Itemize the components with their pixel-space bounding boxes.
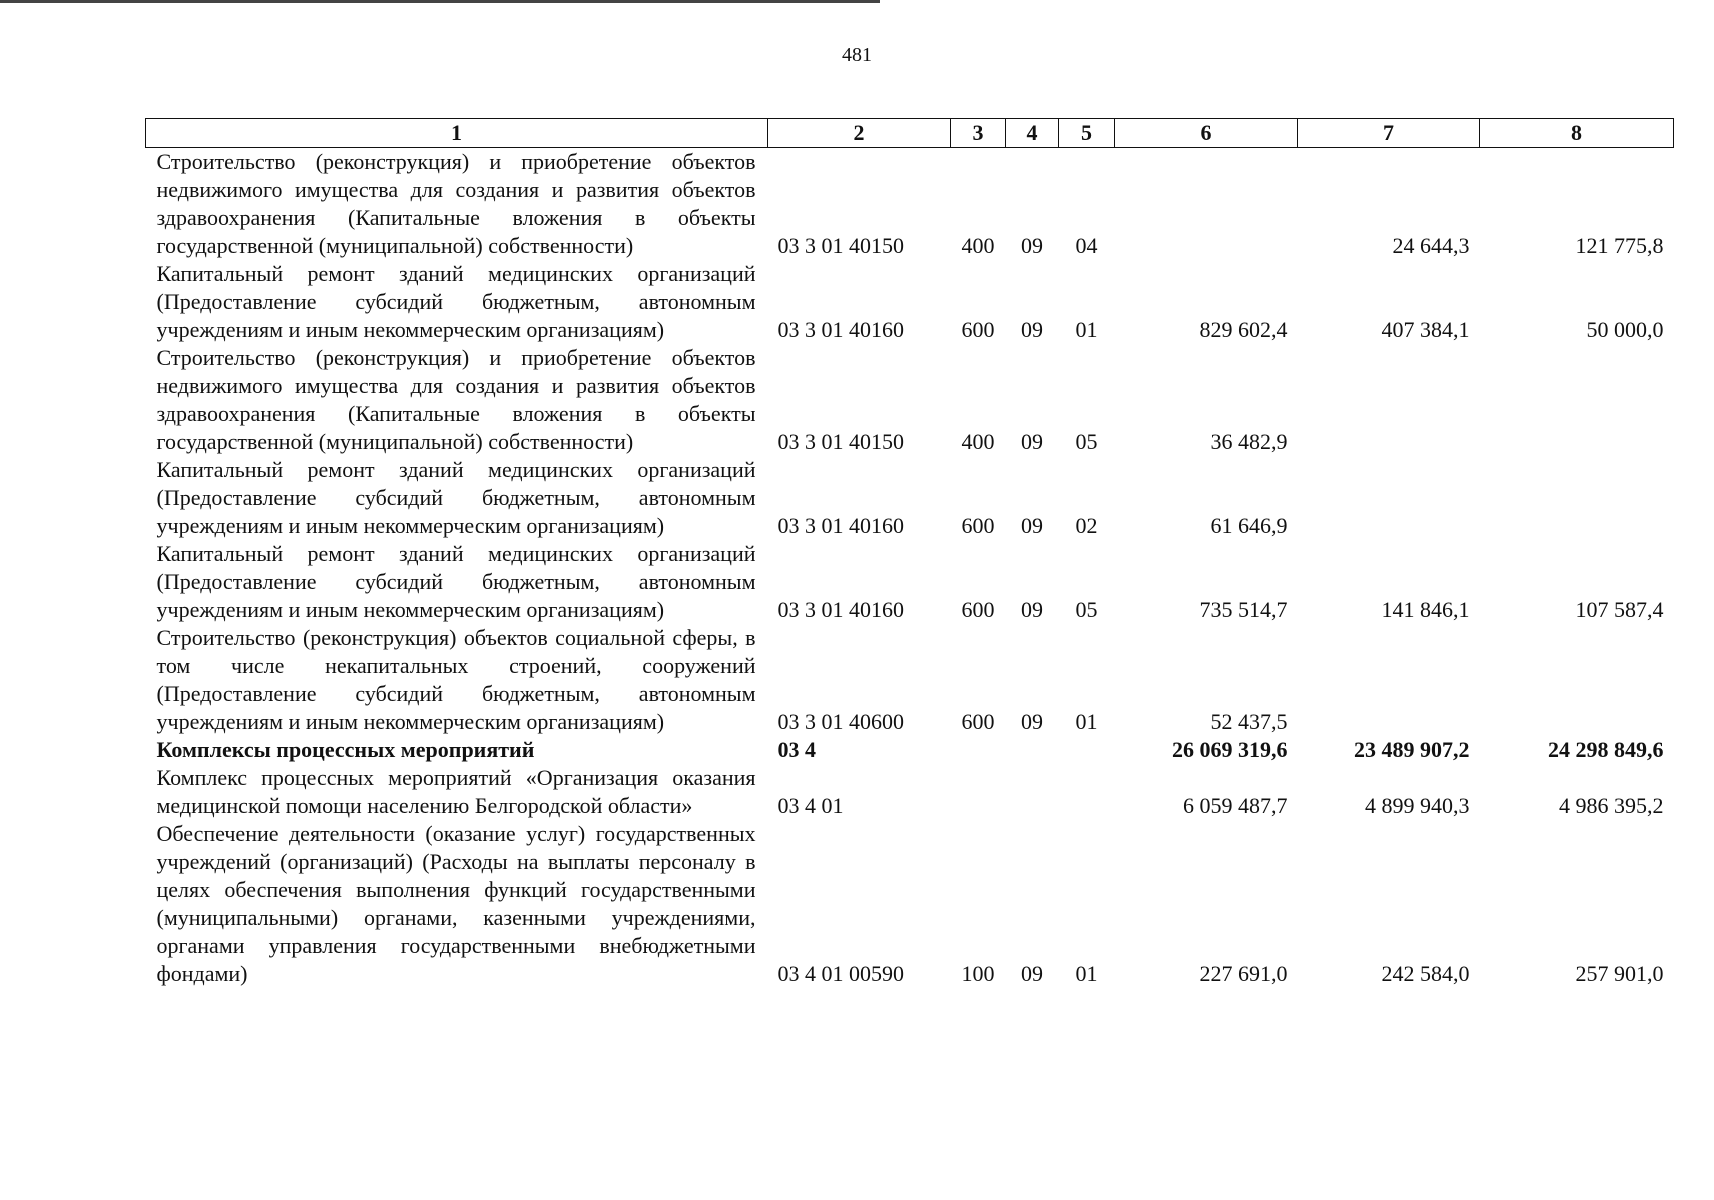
- expense-type-cell: 400: [961, 233, 995, 258]
- budget-code-cell: 03 3 01 40150: [777, 429, 904, 454]
- table-row: [146, 456, 1674, 540]
- budget-code-cell: 03 3 01 40160: [777, 513, 904, 538]
- subsection-cell: 01: [1075, 317, 1098, 342]
- row-name-cell: Комплекс процессных мероприятий «Организация оказания медицинской помощи населению Белгородской области»: [156, 765, 756, 818]
- amount-col8-cell: 257 901,0: [1575, 961, 1664, 986]
- budget-code-cell: 03 4: [777, 737, 816, 762]
- amount-col6-cell: 829 602,4: [1199, 317, 1288, 342]
- expense-type-cell: [951, 736, 1006, 764]
- amount-col8-cell: 4 986 395,2: [1559, 793, 1664, 818]
- subsection-cell: 01: [1075, 961, 1098, 986]
- amount-col8-cell: 24 298 849,6: [1548, 737, 1664, 762]
- table-header-row: [146, 119, 1674, 148]
- section-cell: 09: [1021, 597, 1043, 622]
- table-row: [146, 736, 1674, 764]
- row-name-cell: Капитальный ремонт зданий медицинских организаций (Предоставление субсидий бюджетным, автономным учреждениям и иным некоммерческим организациям): [156, 457, 756, 538]
- subsection-cell: 04: [1075, 233, 1098, 258]
- budget-code-cell: 03 3 01 40150: [777, 233, 904, 258]
- section-cell: 09: [1021, 961, 1043, 986]
- amount-col7-cell: 242 584,0: [1381, 961, 1470, 986]
- subsection-cell: 02: [1075, 513, 1098, 538]
- amount-col7-cell: 4 899 940,3: [1365, 793, 1470, 818]
- subsection-cell: [1059, 736, 1115, 764]
- expense-type-cell: 600: [961, 513, 995, 538]
- subsection-cell: 05: [1075, 597, 1098, 622]
- table-body: [146, 148, 1674, 989]
- expense-type-cell: 600: [961, 597, 995, 622]
- amount-col7-cell: 407 384,1: [1381, 317, 1470, 342]
- amount-col6-cell: 36 482,9: [1210, 429, 1288, 454]
- table-row: [146, 344, 1674, 456]
- amount-col6-cell: [1115, 148, 1298, 261]
- budget-table: [145, 118, 1674, 988]
- column-header: 3: [951, 119, 1006, 148]
- budget-code-cell: 03 4 01: [777, 793, 844, 818]
- section-cell: [1006, 764, 1059, 820]
- section-cell: 09: [1021, 317, 1043, 342]
- amount-col8-cell: [1480, 624, 1674, 736]
- row-name-cell: Комплексы процессных мероприятий: [156, 737, 535, 762]
- table-row: [146, 540, 1674, 624]
- column-header: 4: [1006, 119, 1059, 148]
- section-cell: 09: [1021, 429, 1043, 454]
- page-number: 481: [842, 44, 872, 66]
- budget-code-cell: 03 4 01 00590: [777, 961, 904, 986]
- column-header: 8: [1480, 119, 1674, 148]
- table-row: [146, 764, 1674, 820]
- section-cell: 09: [1021, 513, 1043, 538]
- expense-type-cell: 100: [961, 961, 995, 986]
- budget-code-cell: 03 3 01 40600: [777, 709, 904, 734]
- amount-col7-cell: [1298, 344, 1480, 456]
- subsection-cell: 05: [1075, 429, 1098, 454]
- table-row: [146, 820, 1674, 988]
- row-name-cell: Капитальный ремонт зданий медицинских организаций (Предоставление субсидий бюджетным, автономным учреждениям и иным некоммерческим организациям): [156, 541, 756, 622]
- column-header: 6: [1115, 119, 1298, 148]
- expense-type-cell: 600: [961, 317, 995, 342]
- amount-col6-cell: 6 059 487,7: [1183, 793, 1288, 818]
- row-name-cell: Капитальный ремонт зданий медицинских организаций (Предоставление субсидий бюджетным, автономным учреждениям и иным некоммерческим организациям): [156, 261, 756, 342]
- amount-col6-cell: 227 691,0: [1199, 961, 1288, 986]
- column-header: 1: [146, 119, 768, 148]
- section-cell: 09: [1021, 709, 1043, 734]
- row-name-cell: Строительство (реконструкция) и приобретение объектов недвижимого имущества для создания и развития объектов здравоохранения (Капитальные вложения в объекты государственной (муниципальной) собственности): [156, 149, 756, 258]
- amount-col6-cell: 61 646,9: [1210, 513, 1288, 538]
- amount-col7-cell: 23 489 907,2: [1354, 737, 1470, 762]
- table-row: [146, 624, 1674, 736]
- section-cell: [1006, 736, 1059, 764]
- amount-col8-cell: [1480, 456, 1674, 540]
- column-header: 7: [1298, 119, 1480, 148]
- row-name-cell: Строительство (реконструкция) объектов социальной сферы, в том числе некапитальных строений, сооружений (Предоставление субсидий бюджетным, автономным учреждениям и иным некоммерческим организациям): [156, 625, 756, 734]
- expense-type-cell: 400: [961, 429, 995, 454]
- amount-col6-cell: 735 514,7: [1199, 597, 1288, 622]
- amount-col8-cell: 107 587,4: [1575, 597, 1664, 622]
- row-name-cell: Строительство (реконструкция) и приобретение объектов недвижимого имущества для создания и развития объектов здравоохранения (Капитальные вложения в объекты государственной (муниципальной) собственности): [156, 345, 756, 454]
- amount-col8-cell: [1480, 344, 1674, 456]
- budget-code-cell: 03 3 01 40160: [777, 597, 904, 622]
- budget-code-cell: 03 3 01 40160: [777, 317, 904, 342]
- amount-col6-cell: 26 069 319,6: [1172, 737, 1288, 762]
- row-name-cell: Обеспечение деятельности (оказание услуг) государственных учреждений (организаций) (Расходы на выплаты персоналу в целях обеспечения выполнения функций государственными (муниципальными) органами, казенными учреждениями, органами управления государственными внебюджетными фондами): [156, 821, 756, 986]
- column-header: 2: [768, 119, 951, 148]
- scan-top-edge: [0, 0, 880, 3]
- amount-col7-cell: 141 846,1: [1381, 597, 1470, 622]
- amount-col8-cell: 121 775,8: [1575, 233, 1664, 258]
- amount-col7-cell: [1298, 624, 1480, 736]
- table-row: [146, 148, 1674, 261]
- subsection-cell: 01: [1075, 709, 1098, 734]
- amount-col7-cell: 24 644,3: [1392, 233, 1470, 258]
- table-row: [146, 260, 1674, 344]
- amount-col7-cell: [1298, 456, 1480, 540]
- amount-col8-cell: 50 000,0: [1586, 317, 1664, 342]
- section-cell: 09: [1021, 233, 1043, 258]
- amount-col6-cell: 52 437,5: [1210, 709, 1288, 734]
- subsection-cell: [1059, 764, 1115, 820]
- expense-type-cell: 600: [961, 709, 995, 734]
- expense-type-cell: [951, 764, 1006, 820]
- column-header: 5: [1059, 119, 1115, 148]
